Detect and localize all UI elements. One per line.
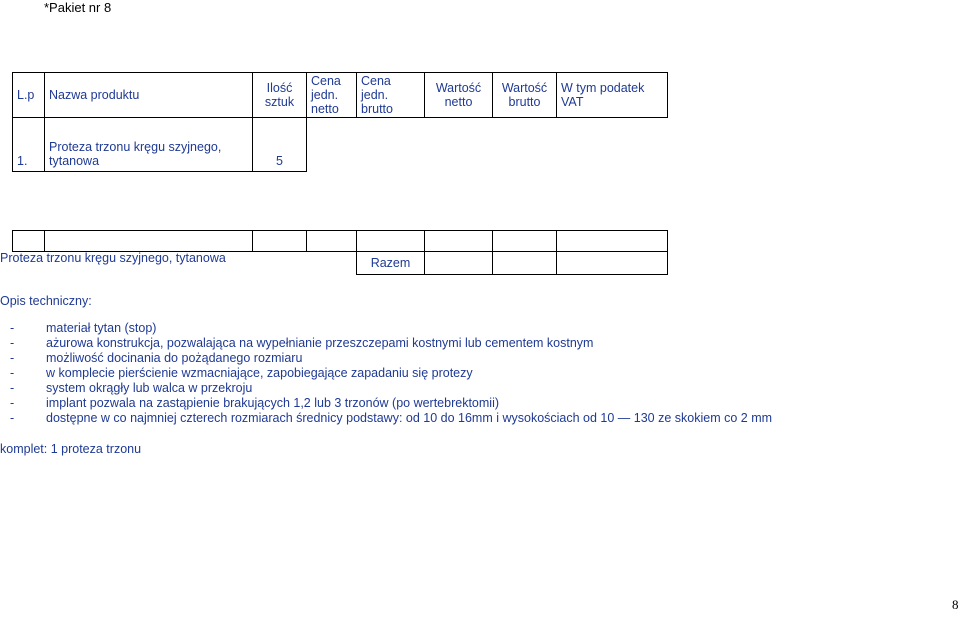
col-header-lp: L.p — [13, 73, 45, 118]
col-header-value-net: Wartość netto — [425, 73, 493, 118]
col-header-name: Nazwa produktu — [45, 73, 253, 118]
table-header-row — [13, 73, 668, 118]
page-number: 8 — [952, 597, 959, 612]
cell-name: Proteza trzonu kręgu szyjnego, tytanowa — [45, 118, 253, 172]
list-item: - w komplecie pierścienie wzmacniające, zapobiegające zapadaniu się protezy — [10, 366, 473, 380]
col-header-qty: Ilość sztuk — [253, 73, 307, 118]
total-label: Razem — [357, 252, 425, 275]
product-title: Proteza trzonu kręgu szyjnego, tytanowa — [0, 251, 226, 265]
tech-desc-label: Opis techniczny: — [0, 294, 92, 308]
cell-unit-gross — [357, 118, 425, 172]
spec-list — [10, 321, 772, 426]
list-item: - implant pozwala na zastąpienie brakujących 1,2 lub 3 trzonów (po wertebrektomii) — [10, 396, 500, 410]
cell-value-net — [425, 118, 493, 172]
col-header-unit-net: Cena jedn. netto — [307, 73, 357, 118]
table-empty-row — [13, 231, 668, 252]
list-item: - dostępne w co najmniej czterech rozmiarach średnicy podstawy: od 10 do 16mm i wysokościach od 10 — 130 ze skokiem co 2 mm — [10, 411, 773, 425]
cell-vat — [557, 118, 668, 172]
price-table — [12, 72, 668, 275]
cell-unit-net — [307, 118, 357, 172]
cell-lp: 1. — [13, 118, 45, 172]
col-header-value-gross: Wartość brutto — [493, 73, 557, 118]
list-item: - możliwość docinania do pożądanego rozmiaru — [10, 351, 303, 365]
package-label: *Pakiet nr 8 — [44, 0, 112, 15]
table-row — [13, 118, 668, 172]
cell-qty: 5 — [253, 118, 307, 172]
col-header-unit-gross: Cena jedn. brutto — [357, 73, 425, 118]
kit-label: komplet: 1 proteza trzonu — [0, 442, 142, 456]
col-header-vat: W tym podatek VAT — [557, 73, 668, 118]
list-item: - ażurowa konstrukcja, pozwalająca na wypełnianie przeszczepami kostnymi lub cementem kostnym — [10, 336, 594, 350]
list-item: - system okrągły lub walca w przekroju — [10, 381, 253, 395]
list-item: - materiał tytan (stop) — [10, 321, 157, 335]
cell-value-gross — [493, 118, 557, 172]
